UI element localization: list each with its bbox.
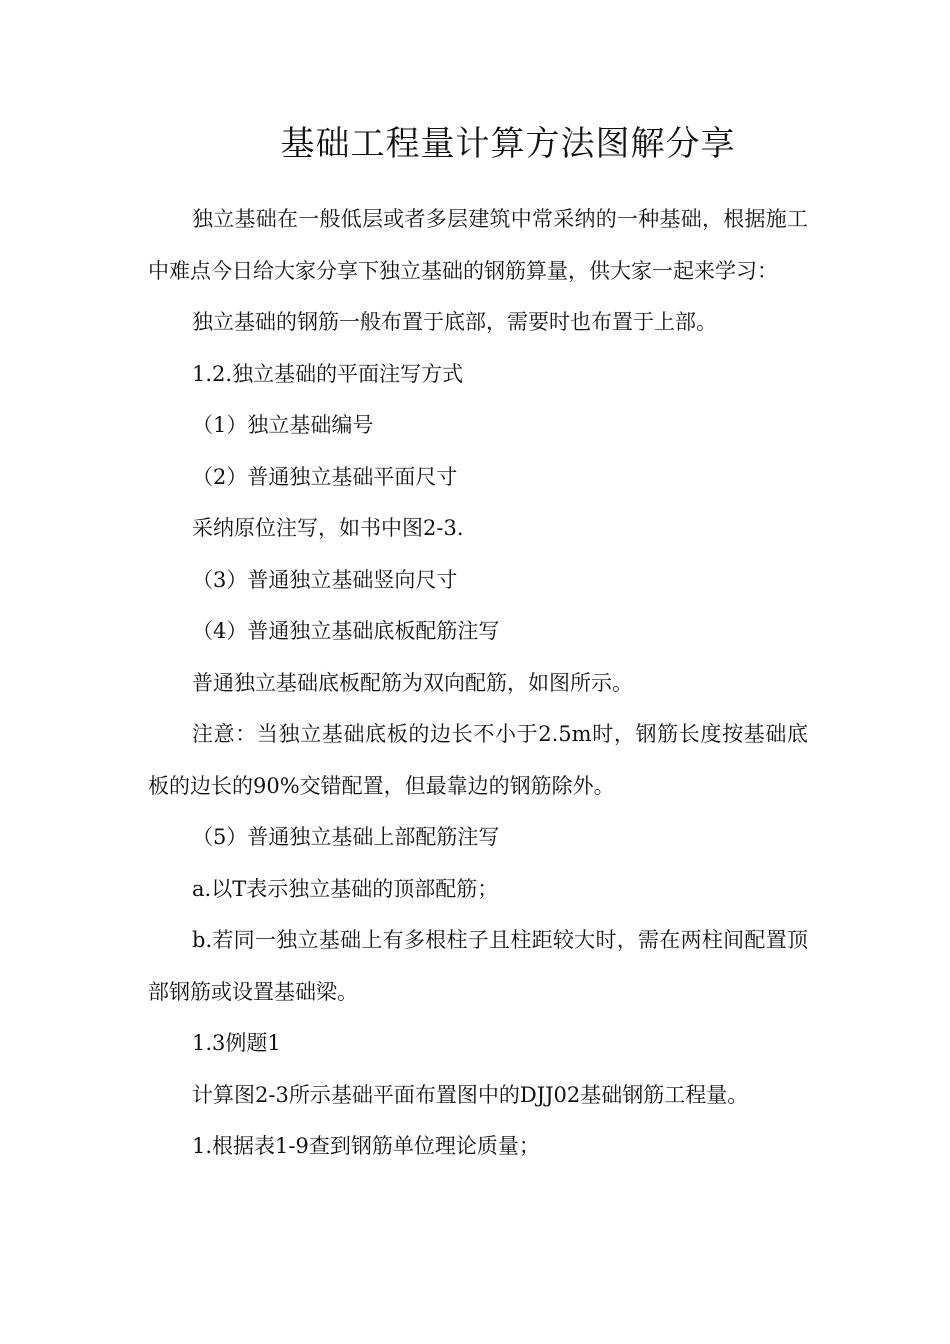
paragraph-step-1: 1.根据表1-9查到钢筋单位理论质量； xyxy=(192,1134,540,1158)
paragraph-rebar-placement: 独立基础的钢筋一般布置于底部，需要时也布置于上部。 xyxy=(192,310,717,334)
paragraph-item-1: （1）独立基础编号 xyxy=(192,413,374,437)
paragraph-point-b: b.若同一独立基础上有多根柱子且柱距较大时，需在两柱间配置顶部钢筋或设置基础梁。 xyxy=(148,928,808,1004)
paragraph-item-3: （3）普通独立基础竖向尺寸 xyxy=(192,567,458,592)
paragraph-section-1-2: 1.2.独立基础的平面注写方式 xyxy=(192,361,464,386)
paragraph-item-4: （4）普通独立基础底板配筋注写 xyxy=(192,619,500,643)
paragraph-example-task: 计算图2-3所示基础平面布置图中的DJJ02基础钢筋工程量。 xyxy=(192,1082,749,1107)
document-title: 基础工程量计算方法图解分享 xyxy=(280,124,736,164)
document-body xyxy=(148,194,808,1173)
paragraph-example-1-3: 1.3例题1 xyxy=(192,1031,281,1055)
paragraph-point-a: a.以T表示独立基础的顶部配筋； xyxy=(192,876,499,901)
paragraph-in-situ-note: 采纳原位注写，如书中图2-3. xyxy=(192,516,464,540)
paragraph-bottom-rebar: 普通独立基础底板配筋为双向配筋，如图所示。 xyxy=(192,670,633,695)
paragraph-notice: 注意：当独立基础底板的边长不小于2.5m时，钢筋长度按基础底板的边长的90%交错配置，但最靠边的钢筋除外。 xyxy=(148,722,808,798)
paragraph-item-2: （2）普通独立基础平面尺寸 xyxy=(192,464,458,489)
paragraph-item-5: （5）普通独立基础上部配筋注写 xyxy=(192,825,500,849)
paragraph-intro: 独立基础在一般低层或者多层建筑中常采纳的一种基础，根据施工中难点今日给大家分享下独立基础的钢筋算量，供大家一起来学习： xyxy=(148,207,808,283)
